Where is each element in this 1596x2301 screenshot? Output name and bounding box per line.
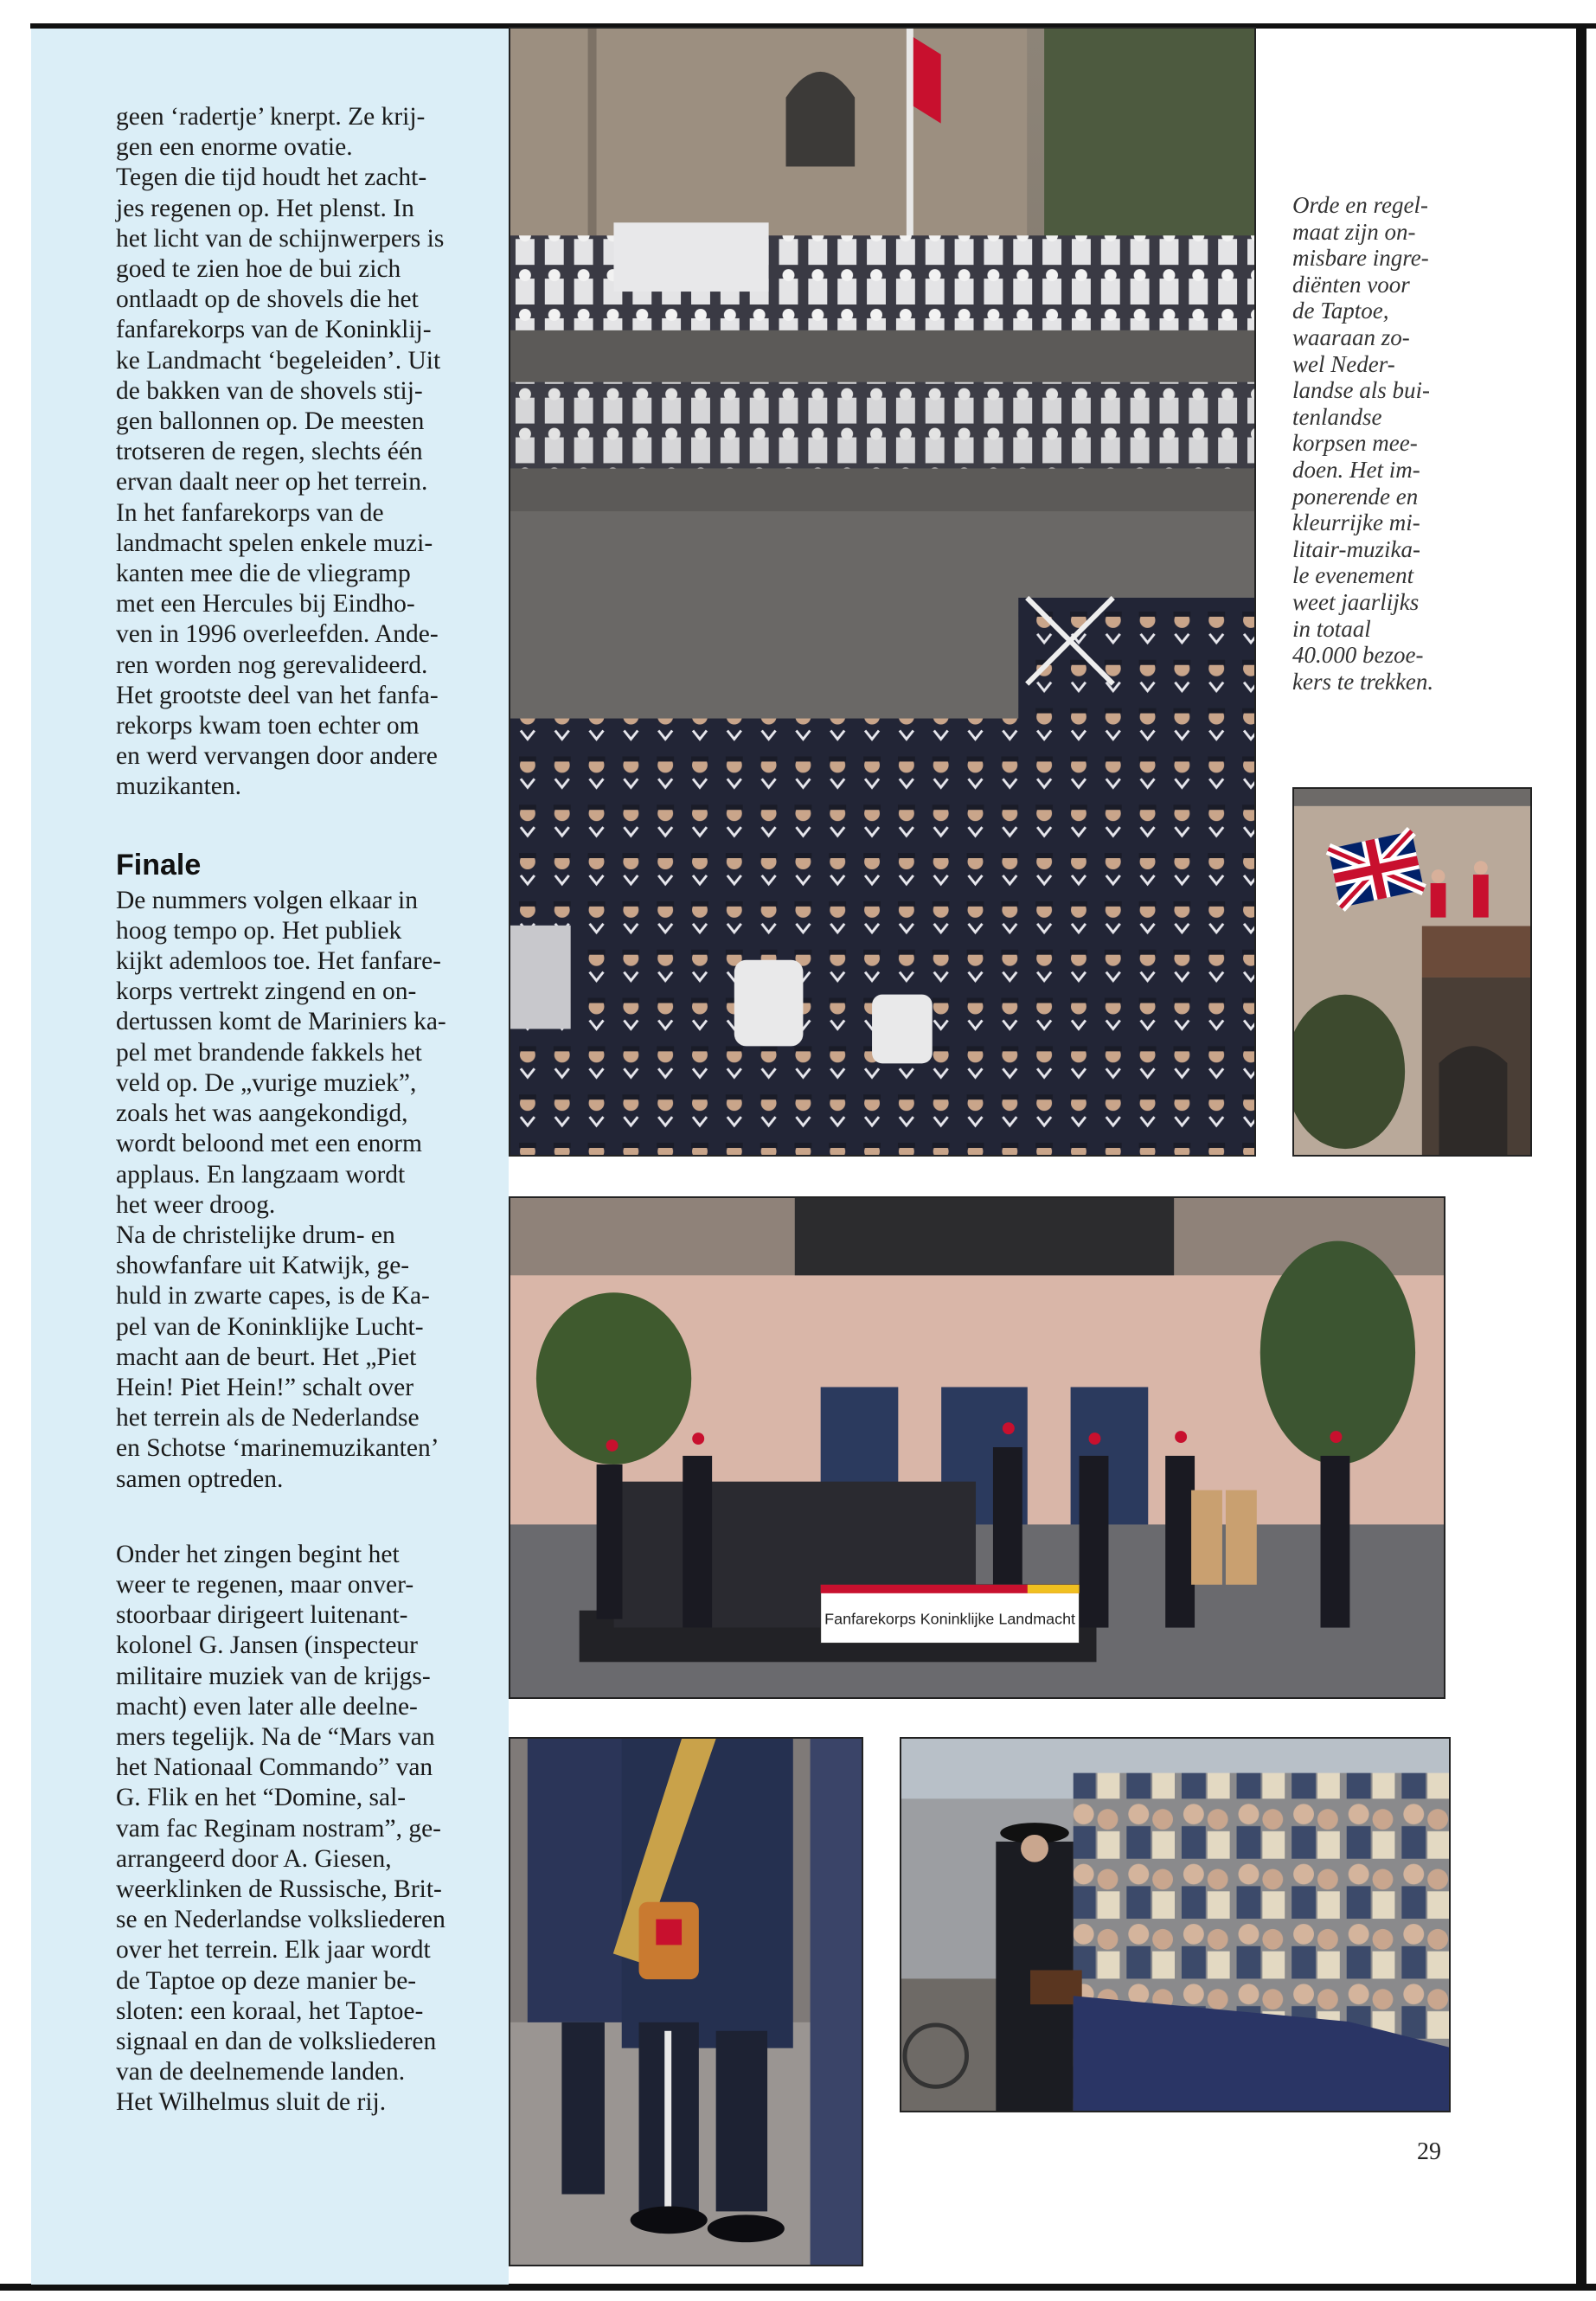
text-line: van de deelnemende landen. — [116, 2058, 406, 2086]
text-line: Tegen die tijd houdt het zacht- — [116, 163, 427, 192]
text-line: rekorps kwam toen echter om — [116, 712, 420, 740]
photo-caption — [1292, 192, 1465, 695]
text-line: samen optreden. — [116, 1465, 284, 1493]
text-line: arrangeerd door A. Giesen, — [116, 1844, 392, 1873]
text-line: weer te regenen, maar onver- — [116, 1570, 414, 1599]
text-line: korps vertrekt zingend en on- — [116, 977, 417, 1006]
caption-line: Orde en regel- — [1292, 192, 1428, 218]
caption-line: waaraan zo- — [1292, 324, 1410, 350]
text-line: ontlaadt op de shovels die het — [116, 285, 419, 314]
text-line: muzikanten. — [116, 772, 241, 801]
text-line: geen ‘radertje’ knerpt. Ze krij- — [116, 103, 426, 131]
caption-line: kleurrijke mi- — [1292, 510, 1420, 536]
caption-line: tenlandse — [1292, 403, 1382, 430]
text-line: huld in zwarte capes, is de Ka- — [116, 1282, 430, 1311]
text-line: Het grootste deel van het fanfa- — [116, 681, 439, 709]
caption-line: diënten voor — [1292, 271, 1410, 298]
text-line: In het fanfarekorps van de — [116, 498, 384, 527]
caption-line: doen. Het im- — [1292, 456, 1420, 483]
text-line: het terrein als de Nederlandse — [116, 1404, 420, 1433]
stage-banner-text: Fanfarekorps Koninklijke Landmacht — [824, 1610, 1076, 1628]
text-line: hoog tempo op. Het publiek — [116, 916, 402, 945]
text-line: applaus. En langzaam wordt — [116, 1160, 406, 1189]
caption-line: weet jaarlijks — [1292, 588, 1420, 615]
bottom-border — [0, 2284, 1596, 2291]
text-line: mers tegelijk. Na de “Mars van — [116, 1722, 435, 1751]
text-line: Hein! Piet Hein!” schalt over — [116, 1373, 414, 1401]
text-line: signaal en dan de volksliederen — [116, 2027, 437, 2055]
text-line: dertussen komt de Mariniers ka- — [116, 1008, 446, 1036]
text-line: Na de christelijke drum- en — [116, 1221, 395, 1249]
text-line: stoorbaar dirigeert luitenant- — [116, 1601, 408, 1630]
text-line: het licht van de schijnwerpers is — [116, 224, 445, 253]
caption-line: in totaal — [1292, 615, 1371, 642]
text-line: fanfarekorps van de Koninklij- — [116, 316, 432, 344]
text-line: en Schotse ‘marinemuzikanten’ — [116, 1434, 439, 1463]
text-line: pel van de Koninklijke Lucht- — [116, 1312, 424, 1341]
text-line: kolonel G. Jansen (inspecteur — [116, 1631, 418, 1660]
text-line: de Taptoe op deze manier be- — [116, 1966, 417, 1995]
text-line: landmacht spelen enkele muzi- — [116, 529, 433, 557]
text-line: en werd vervangen door andere — [116, 742, 438, 771]
photo-marching-uniform — [509, 1737, 863, 2266]
photo-union-jack — [1292, 787, 1532, 1157]
paragraph-intro — [116, 102, 471, 803]
text-line: trotseren de regen, slechts één — [116, 438, 423, 466]
text-line: jes regenen op. Het plenst. In — [116, 194, 414, 222]
text-line: De nummers volgen elkaar in — [116, 886, 418, 914]
text-line: gen een enorme ovatie. — [116, 133, 353, 162]
caption-line: le evenement — [1292, 562, 1414, 589]
caption-line: korpsen mee- — [1292, 430, 1418, 457]
caption-line: maat zijn on- — [1292, 218, 1416, 245]
text-line: showfanfare uit Katwijk, ge- — [116, 1252, 410, 1280]
text-line: het Nationaal Commando” van — [116, 1753, 433, 1782]
caption-line: de Taptoe, — [1292, 298, 1389, 324]
text-line: wordt beloond met een enorm — [116, 1130, 422, 1158]
caption-line: wel Neder- — [1292, 350, 1395, 377]
photo-band-parade — [509, 27, 1256, 1157]
text-line: Onder het zingen begint het — [116, 1540, 400, 1568]
caption-line: landse als bui- — [1292, 377, 1430, 404]
text-line: ke Landmacht ‘begeleiden’. Uit — [116, 346, 441, 375]
article-text-column — [116, 102, 471, 2118]
left-margin — [0, 0, 31, 2301]
text-line: het weer droog. — [116, 1190, 276, 1219]
text-line: militaire muziek van de krijgs- — [116, 1662, 431, 1690]
section-heading-finale: Finale — [116, 848, 202, 881]
text-line: ven in 1996 overleefden. Ande- — [116, 620, 439, 649]
text-line: de bakken van de shovels stij- — [116, 376, 423, 405]
text-line: over het terrein. Elk jaar wordt — [116, 1936, 431, 1965]
caption-line: kers te trekken. — [1292, 668, 1434, 695]
photo-audience — [900, 1737, 1451, 2112]
text-line: macht) even later alle deelne- — [116, 1692, 418, 1721]
text-line: sloten: een koraal, het Taptoe- — [116, 1997, 424, 2025]
right-border — [1576, 23, 1586, 2290]
text-line: pel met brandende fakkels het — [116, 1038, 422, 1067]
paragraph-closing — [116, 1540, 471, 2118]
text-line: veld op. De „vurige muziek”, — [116, 1068, 417, 1097]
caption-line: 40.000 bezoe- — [1292, 642, 1424, 669]
photo-fanfarekorps-stage — [509, 1196, 1445, 1699]
text-line: G. Flik en het “Domine, sal- — [116, 1784, 407, 1812]
text-line: met een Hercules bij Eindho- — [116, 590, 415, 619]
text-line: zoals het was aangekondigd, — [116, 1099, 408, 1128]
page-number: 29 — [1417, 2138, 1441, 2165]
text-line: goed te zien hoe de bui zich — [116, 255, 401, 284]
text-line: se en Nederlandse volksliederen — [116, 1906, 445, 1934]
paragraph-finale — [116, 886, 471, 1495]
caption-line: litair-muzika- — [1292, 535, 1420, 562]
text-line: gen ballonnen op. De meesten — [116, 407, 425, 436]
text-line: macht aan de beurt. Het „Piet — [116, 1343, 417, 1371]
text-line: ren worden nog gerevalideerd. — [116, 651, 428, 679]
text-line: kijkt ademloos toe. Het fanfare- — [116, 947, 441, 976]
text-line: vam fac Reginam nostram”, ge- — [116, 1814, 441, 1843]
text-line: ervan daalt neer op het terrein. — [116, 468, 428, 497]
caption-line: misbare ingre- — [1292, 245, 1429, 272]
caption-line: ponerende en — [1292, 483, 1419, 510]
text-line: Het Wilhelmus sluit de rij. — [116, 2088, 387, 2117]
text-line: kanten mee die de vliegramp — [116, 560, 411, 588]
text-line: weerklinken de Russische, Brit- — [116, 1875, 442, 1903]
